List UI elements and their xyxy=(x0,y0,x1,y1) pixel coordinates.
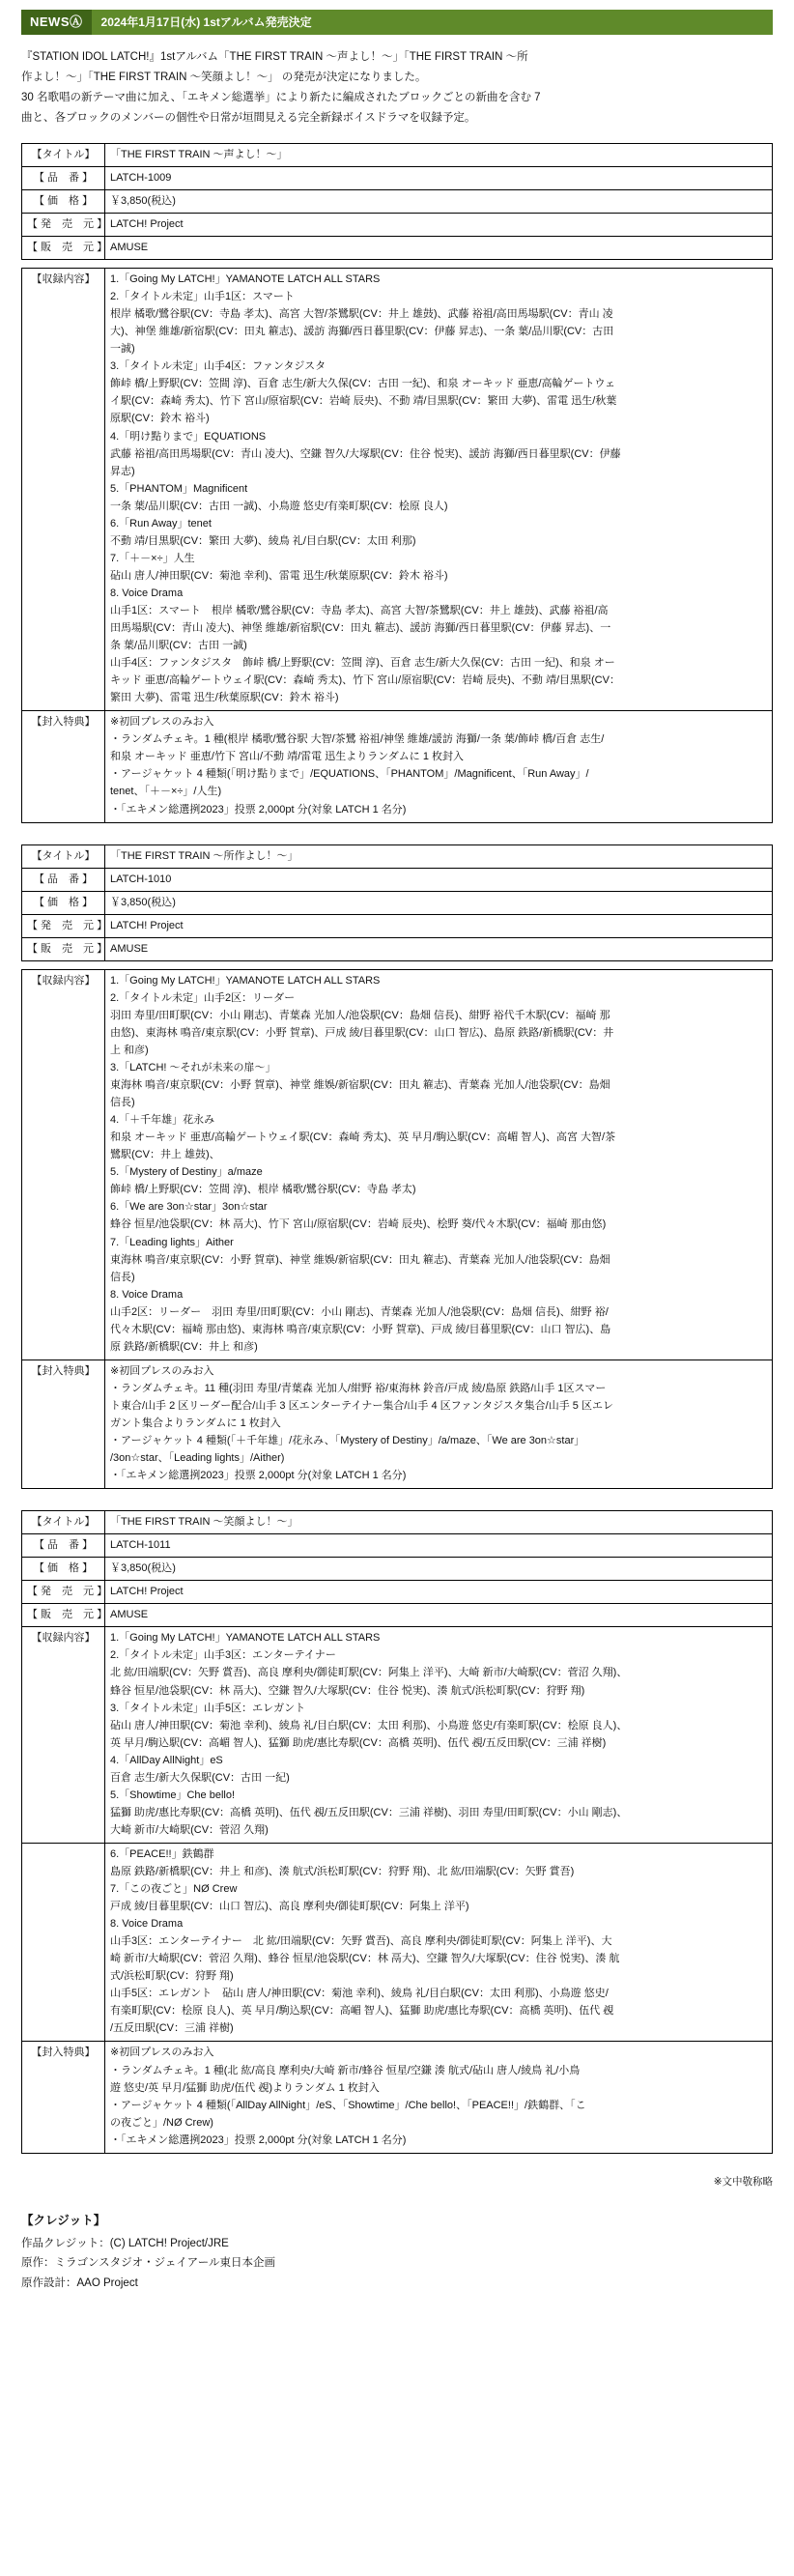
list-item: 5.「PHANTOM」Magnificent xyxy=(110,482,248,495)
list-item: 昇志) xyxy=(110,465,135,477)
list-item: 6.「PEACE!!」鉄鶴群 xyxy=(110,1847,214,1860)
value-product-no: LATCH-1009 xyxy=(105,166,773,189)
list-item: 条 葉/品川駅(CV：古田 一誠) xyxy=(110,640,247,652)
list-item: 山手5区：エレガント 砧山 唐人/神田駅(CV：菊池 幸利)、綾鳥 礼/目白駅(CV：太田 利那)、小鳥遊 悠史/ xyxy=(110,1988,609,2000)
list-item: 1.「Going My LATCH!」YAMANOTE LATCH ALL STARS xyxy=(110,974,381,987)
news-badge: NEWSⒶ xyxy=(21,10,92,35)
value-contents xyxy=(105,1627,773,1844)
list-item: 羽田 寿里/田町駅(CV：小山 剛志)、青葉森 光加人/池袋駅(CV：島畑 信長)、紺野 裕代千木駅(CV：福崎 那 xyxy=(110,1009,610,1021)
table-row xyxy=(22,1558,773,1581)
table-row xyxy=(22,937,773,960)
label-seller: 【 販 売 元 】 xyxy=(22,237,105,260)
list-item: 8. Voice Drama xyxy=(110,587,184,599)
label-seller: 【 販 売 元 】 xyxy=(22,1604,105,1627)
credit-block xyxy=(21,2234,773,2292)
list-item: ※初回プレスのみお入 xyxy=(110,1364,214,1377)
value-bonus xyxy=(105,2042,773,2153)
list-item: 由悠)、東海林 鳴音/東京駅(CV：小野 賀章)、戸成 綾/目暮里駅(CV：山口 智広)、島原 鉄路/新橋駅(CV：井 xyxy=(110,1026,614,1039)
table-row xyxy=(22,214,773,237)
table-row xyxy=(22,1581,773,1604)
value-price: ￥3,850(税込) xyxy=(105,1558,773,1581)
table-row xyxy=(22,891,773,914)
list-item: ・アージャケット 4 種類(「AllDay AllNight」/eS、「Showtime」/Che bello!、「PEACE!!」/鉄鶴群、「こ xyxy=(110,2099,586,2111)
table-row xyxy=(22,1534,773,1558)
release-spec-table xyxy=(21,844,773,1490)
table-spacer-row xyxy=(22,960,773,969)
value-publisher: LATCH! Project xyxy=(105,914,773,937)
list-item: 砧山 唐人/神田駅(CV：菊池 幸利)、綾鳥 礼/目白駅(CV：太田 利那)、小鳥遊 悠史/有楽町駅(CV：桧原 良人)、 xyxy=(110,1719,628,1732)
contents-list xyxy=(110,1630,767,1839)
table-row xyxy=(22,711,773,822)
list-item: ・ランダムチェキ。11 種(羽田 寿里/青葉森 光加人/紺野 裕/東海林 鈴音/戸成 綾/島原 鉄路/山手 1区スマー xyxy=(110,1382,607,1394)
bonus-list xyxy=(110,1363,767,1484)
value-seller: AMUSE xyxy=(105,937,773,960)
list-item: 蜂谷 恒星/池袋駅(CV：林 鬲大)、竹下 宮山/原宿駅(CV：岩崎 辰央)、桧野 葵/代々木駅(CV：福崎 那由悠) xyxy=(110,1218,607,1231)
bonus-list xyxy=(110,714,767,817)
table-row xyxy=(22,914,773,937)
credit-line: 原作設計：AAO Project xyxy=(21,2276,138,2289)
label-contents: 【収録内容】 xyxy=(22,1627,105,1844)
label-bonus: 【封入特典】 xyxy=(22,711,105,822)
release-block-1 xyxy=(21,143,773,823)
list-item: 田馬場駅(CV：青山 凌大)、神堡 維雄/新宿駅(CV：田丸 篐志)、諼訪 海獅/西日暮里駅(CV：伊藤 昇志)、一 xyxy=(110,622,611,635)
list-item: 東海林 鳴音/東京駅(CV：小野 賀章)、神堂 維娛/新宿駅(CV：田丸 篐志)、青葉森 光加人/池袋駅(CV：島畑 xyxy=(110,1079,610,1092)
list-item: /3on☆star、「Leading lights」/Aither) xyxy=(110,1452,285,1465)
list-item: 不動 靖/目黒駅(CV：繁田 大夢)、綾鳥 礼/目白駅(CV：太田 利那) xyxy=(110,534,416,547)
bonus-list xyxy=(110,2045,767,2148)
list-item: 根岸 橘歌/鷺谷駅(CV：寺島 孝太)、高宮 大智/茶鷺駅(CV：井上 雄鼓)、武藤 裕祖/高田馬場駅(CV：青山 凌 xyxy=(110,308,613,321)
value-publisher: LATCH! Project xyxy=(105,214,773,237)
table-row xyxy=(22,2042,773,2153)
list-item: 遊 悠史/英 早月/猛獅 助虎/伍代 覕)よりランダム 1 枚封入 xyxy=(110,2081,380,2094)
intro-line: 30 名歌唱の新テーマ曲に加え、「エキメン総選挙」により新たに編成されたブロックごとの新曲を含む 7 xyxy=(21,91,541,103)
list-item: 3.「タイトル未定」山手5区：エレガント xyxy=(110,1702,306,1714)
list-item: 5.「Mystery of Destiny」a/maze xyxy=(110,1166,263,1179)
list-item: 山手3区：エンターテイナー 北 紘/田端駅(CV：矢野 賞吾)、高良 摩利央/御徒町駅(CV：阿集上 洋平)、大 xyxy=(110,1935,612,1948)
value-price: ￥3,850(税込) xyxy=(105,891,773,914)
table-row xyxy=(22,1843,773,2042)
list-item: 6.「We are 3on☆star」3on☆star xyxy=(110,1201,268,1214)
table-row xyxy=(22,969,773,1360)
list-item: 1.「Going My LATCH!」YAMANOTE LATCH ALL STARS xyxy=(110,1632,381,1645)
value-bonus xyxy=(105,711,773,822)
list-item: 島原 鉄路/新橋駅(CV：井上 和彦)、湊 航式/浜松町駅(CV：狩野 翔)、北 紘/田端駅(CV：矢野 賞吾) xyxy=(110,1866,575,1877)
list-item: 百倉 志生/新大久保駅(CV：古田 一紀) xyxy=(110,1771,290,1784)
value-title: 「THE FIRST TRAIN ～声よし！～」 xyxy=(105,143,773,166)
credit-line: 作品クレジット：(C) LATCH! Project/JRE xyxy=(21,2238,229,2250)
table-row xyxy=(22,1360,773,1488)
release-spec-table xyxy=(21,143,773,823)
list-item: 8. Voice Drama xyxy=(110,1288,184,1301)
label-product-no: 【 品 番 】 xyxy=(22,166,105,189)
list-item: ・「エキメン総選挒2023」投票 2,000pt 分(対象 LATCH 1 名分) xyxy=(110,1470,407,1482)
release-block-3 xyxy=(21,1510,773,2154)
list-item: 鷺駅(CV：井上 雄鼓)、 xyxy=(110,1149,220,1161)
list-item: 原 鉄路/新橋駅(CV：井上 和彦) xyxy=(110,1340,258,1353)
list-item: 武藤 裕祖/高田馬場駅(CV：青山 凌大)、空鎌 智久/大塚駅(CV：住谷 悦実)、諼訪 海獅/西日暮里駅(CV：伊藤 xyxy=(110,447,621,460)
list-item: 7.「この夜ごと」NØ Crew xyxy=(110,1883,238,1896)
list-item: 大崎 新市/大崎駅(CV：菅沼 久翔) xyxy=(110,1823,269,1836)
list-item: 戸成 綾/目暮里駅(CV：山口 智広)、高良 摩利央/御徒町駅(CV：阿集上 洋平) xyxy=(110,1901,469,1913)
table-spacer-row xyxy=(22,260,773,269)
value-seller: AMUSE xyxy=(105,237,773,260)
credit-heading: 【クレジット】 xyxy=(21,2213,106,2227)
value-contents-cont xyxy=(105,1843,773,2042)
value-contents xyxy=(105,269,773,711)
list-item: 信長) xyxy=(110,1097,135,1109)
label-seller: 【 販 売 元 】 xyxy=(22,937,105,960)
label-price: 【 価 格 】 xyxy=(22,891,105,914)
table-row xyxy=(22,844,773,868)
label-bonus: 【封入特典】 xyxy=(22,1360,105,1488)
list-item: 代々木駅(CV：福崎 那由悠)、東海林 鳴音/東京駅(CV：小野 賀章)、戸成 綾/目暮里駅(CV：山口 智広)、島 xyxy=(110,1323,611,1335)
list-item: 飾峠 橋/上野駅(CV：笠間 淳)、百倉 志生/新大久保(CV：古田 一紀)、和泉 オーキッド 亜恵/高輪ゲートウェ xyxy=(110,378,616,390)
list-item: ト東合/山手 2 区リーダー配合/山手 3 区エンターテイナー集合/山手 4 区ファンタジスタ集合/山手 5 区エレ xyxy=(110,1399,613,1412)
value-contents xyxy=(105,969,773,1360)
list-item: 6.「Run Away」tenet xyxy=(110,517,212,530)
list-item: 4.「明け點りまで」EQUATIONS xyxy=(110,430,267,443)
list-item: 飾峠 橋/上野駅(CV：笠間 淳)、根岸 橘歌/鷺谷駅(CV：寺島 孝太) xyxy=(110,1184,416,1196)
list-item: 2.「タイトル未定」山手2区：リーダー xyxy=(110,991,296,1004)
table-row xyxy=(22,1627,773,1844)
list-item: 原駅(CV：鈴木 裕斗) xyxy=(110,413,210,425)
list-item: 4.「AllDay AllNight」eS xyxy=(110,1754,223,1766)
list-item: 5.「Showtime」Che bello! xyxy=(110,1789,236,1801)
value-product-no: LATCH-1010 xyxy=(105,868,773,891)
list-item: 3.「タイトル未定」山手4区：ファンタジスタ xyxy=(110,360,326,373)
label-bonus: 【封入特典】 xyxy=(22,2042,105,2153)
list-item: 繁田 大夢)、雷電 迅生/秋葉原駅(CV：鈴木 裕斗) xyxy=(110,692,339,704)
list-item: 7.「Leading lights」Aither xyxy=(110,1236,234,1248)
label-product-no: 【 品 番 】 xyxy=(22,1534,105,1558)
news-header-bar xyxy=(21,10,773,35)
label-contents: 【収録内容】 xyxy=(22,969,105,1360)
release-spec-table xyxy=(21,1510,773,2154)
contents-list xyxy=(110,973,767,1356)
table-row xyxy=(22,868,773,891)
list-item: 英 早月/駒込駅(CV：高嵋 智人)、猛獅 助虎/惠比寿駅(CV：高橋 英明)、伍代 覕/五反田駅(CV：三浦 祥樹) xyxy=(110,1736,607,1749)
value-publisher: LATCH! Project xyxy=(105,1581,773,1604)
list-item: ・アージャケット 4 種類(「＋千年雄」/花永み、「Mystery of Destiny」/a/maze、「We are 3on☆star」 xyxy=(110,1435,585,1447)
value-title: 「THE FIRST TRAIN ～所作よし！～」 xyxy=(105,844,773,868)
list-item: 8. Voice Drama xyxy=(110,1918,184,1931)
list-item: 一条 葉/品川駅(CV：古田 一誠)、小鳥遊 悠史/有楽町駅(CV：桧原 良人) xyxy=(110,500,448,512)
label-contents-cont xyxy=(22,1843,105,2042)
list-item: ガント集合よりランダムに 1 枚封入 xyxy=(110,1417,281,1429)
list-item: 式/浜松町駅(CV：狩野 翔) xyxy=(110,1970,234,1983)
label-title: 【タイトル】 xyxy=(22,844,105,868)
list-item: /五反田駅(CV：三浦 祥樹) xyxy=(110,2022,234,2035)
value-seller: AMUSE xyxy=(105,1604,773,1627)
list-item: 山手2区：リーダー 羽田 寿里/田町駅(CV：小山 剛志)、青葉森 光加人/池袋駅(CV：島畑 信長)、紺野 裕/ xyxy=(110,1305,609,1318)
value-product-no: LATCH-1011 xyxy=(105,1534,773,1558)
list-item: ・ランダムチェキ。1 種(根岸 橘歌/鷺谷駅 大智/茶鷺 裕祖/神堡 維雄/諼訪 海獅/一条 葉/飾峠 橋/百倉 志生/ xyxy=(110,733,605,746)
list-item: 2.「タイトル未定」山手3区：エンターテイナー xyxy=(110,1649,336,1662)
list-item: 猛獅 助虎/惠比寿駅(CV：高橋 英明)、伍代 覕/五反田駅(CV：三浦 祥樹)、羽田 寿里/田町駅(CV：小山 剛志)、 xyxy=(110,1806,628,1818)
list-item: ※初回プレスのみお入 xyxy=(110,716,214,729)
list-item: 崎 新市/大崎駅(CV：菅沼 久翔)、蜂谷 恒星/池袋駅(CV：林 鬲大)、空鎌 智久/大塚駅(CV：住谷 悦実)、湊 航 xyxy=(110,1953,620,1965)
label-contents: 【収録内容】 xyxy=(22,269,105,711)
list-item: 7.「＋－×÷」人生 xyxy=(110,552,195,564)
label-publisher: 【 発 売 元 】 xyxy=(22,1581,105,1604)
list-item: イ駅(CV：森崎 秀太)、竹下 宮山/原宿駅(CV：岩崎 辰央)、不動 靖/目黒駅(CV：繁田 大夢)、雷電 迅生/秋葉 xyxy=(110,395,617,408)
label-publisher: 【 発 売 元 】 xyxy=(22,914,105,937)
list-item: 東海林 鳴音/東京駅(CV：小野 賀章)、神堂 維娛/新宿駅(CV：田丸 篐志)、青葉森 光加人/池袋駅(CV：島畑 xyxy=(110,1253,610,1266)
table-row xyxy=(22,269,773,711)
table-row xyxy=(22,189,773,213)
contents-list-continued xyxy=(110,1846,767,2038)
list-item: 4.「＋千年雄」花永み xyxy=(110,1114,215,1127)
list-item: 山手4区：ファンタジスタ 飾峠 橋/上野駅(CV：笠間 淳)、百倉 志生/新大久保(CV：古田 一紀)、和泉 オー xyxy=(110,657,615,670)
contents-list xyxy=(110,272,767,706)
label-publisher: 【 発 売 元 】 xyxy=(22,214,105,237)
list-item: ・「エキメン総選挒2023」投票 2,000pt 分(対象 LATCH 1 名分) xyxy=(110,803,407,816)
list-item: の夜ごと」/NØ Crew) xyxy=(110,2116,213,2129)
label-title: 【タイトル】 xyxy=(22,143,105,166)
list-item: 一誠) xyxy=(110,343,135,356)
list-item: 上 和彦) xyxy=(110,1044,149,1056)
table-row xyxy=(22,143,773,166)
list-item: 2.「タイトル未定」山手1区：スマート xyxy=(110,291,295,303)
list-item: 和泉 オーキッド 亜恵/高輪ゲートウェイ駅(CV：森崎 秀太)、英 早月/駒込駅(CV：高嵋 智人)、高宮 大智/茶 xyxy=(110,1131,616,1144)
label-product-no: 【 品 番 】 xyxy=(22,868,105,891)
label-title: 【タイトル】 xyxy=(22,1511,105,1534)
list-item: 有楽町駅(CV：桧原 良人)、英 早月/駒込駅(CV：高嵋 智人)、猛獅 助虎/惠比寿駅(CV：高橋 英明)、伍代 覕 xyxy=(110,2005,614,2018)
label-price: 【 価 格 】 xyxy=(22,189,105,213)
list-item: 1.「Going My LATCH!」YAMANOTE LATCH ALL STARS xyxy=(110,273,381,286)
intro-line: 作よし！～」「THE FIRST TRAIN ～笑顔よし！～」 の発売が決定になりました。 xyxy=(21,71,427,83)
list-item: 北 紘/田端駅(CV：矢野 賞吾)、高良 摩利央/御徒町駅(CV：阿集上 洋平)、大崎 新市/大崎駅(CV：菅沼 久翔)、 xyxy=(110,1667,628,1679)
honorific-note: ※文中敬称略 xyxy=(713,2175,773,2188)
list-item: ・アージャケット 4 種類(「明け點りまで」/EQUATIONS、「PHANTOM」/Magnificent、「Run Away」/ xyxy=(110,768,589,781)
list-item: 信長) xyxy=(110,1271,135,1283)
table-row xyxy=(22,237,773,260)
list-item: 大)、神堡 維雄/新宿駅(CV：田丸 篐志)、諼訪 海獅/西日暮里駅(CV：伊藤 昇志)、一条 葉/品川駅(CV：古田 xyxy=(110,326,614,338)
list-item: ・「エキメン総選挒2023」投票 2,000pt 分(対象 LATCH 1 名分) xyxy=(110,2133,407,2146)
intro-line: 『STATION IDOL LATCH!』1stアルバム「THE FIRST TRAIN ～声よし！～」「THE FIRST TRAIN ～所 xyxy=(21,51,528,63)
list-item: 山手1区：スマート 根岸 橘歌/鷺谷駅(CV：寺島 孝太)、高宮 大智/茶鷺駅(CV：井上 雄鼓)、武藤 裕祖/高 xyxy=(110,605,609,616)
list-item: ・ランダムチェキ。1 種(北 紘/高良 摩利央/大崎 新市/蜂谷 恒星/空鎌 湊 航式/砧山 唐人/綾鳥 礼/小鳥 xyxy=(110,2064,581,2076)
list-item: キッド 亜恵/高輪ゲートウェイ駅(CV：森崎 秀太)、竹下 宮山/原宿駅(CV：岩崎 辰央)、不動 靖/目黒駅(CV： xyxy=(110,674,620,687)
table-row xyxy=(22,1511,773,1534)
list-item: ※初回プレスのみお入 xyxy=(110,2046,214,2059)
table-row xyxy=(22,1604,773,1627)
release-block-2 xyxy=(21,844,773,1490)
value-bonus xyxy=(105,1360,773,1488)
table-row xyxy=(22,166,773,189)
list-item: 蜂谷 恒星/池袋駅(CV：林 鬲大)、空鎌 智久/大塚駅(CV：住谷 悦実)、湊 航式/浜松町駅(CV：狩野 翔) xyxy=(110,1684,585,1697)
list-item: tenet、「＋－×÷」/人生) xyxy=(110,786,222,798)
label-price: 【 価 格 】 xyxy=(22,1558,105,1581)
value-price: ￥3,850(税込) xyxy=(105,189,773,213)
intro-line: 曲と、各ブロックのメンバーの個性や日常が垣間見える完全新録ボイスドラマを収録予定。 xyxy=(21,111,476,124)
news-header-title: 2024年1月17日(水) 1stアルバム発売決定 xyxy=(100,15,312,29)
intro-paragraph xyxy=(21,48,773,128)
list-item: 3.「LATCH! ～それが未来の扉～」 xyxy=(110,1062,276,1074)
list-item: 砧山 唐人/神田駅(CV：菊池 幸利)、雷電 迅生/秋葉原駅(CV：鈴木 裕斗) xyxy=(110,569,448,582)
value-title: 「THE FIRST TRAIN ～笑顔よし！～」 xyxy=(105,1511,773,1534)
credit-line: 原作：ミラゴンスタジオ・ジェイアール東日本企画 xyxy=(21,2257,276,2270)
list-item: 和泉 オーキッド 亜恵/竹下 宮山/不動 靖/雷電 迅生よりランダムに 1 枚封入 xyxy=(110,751,465,763)
